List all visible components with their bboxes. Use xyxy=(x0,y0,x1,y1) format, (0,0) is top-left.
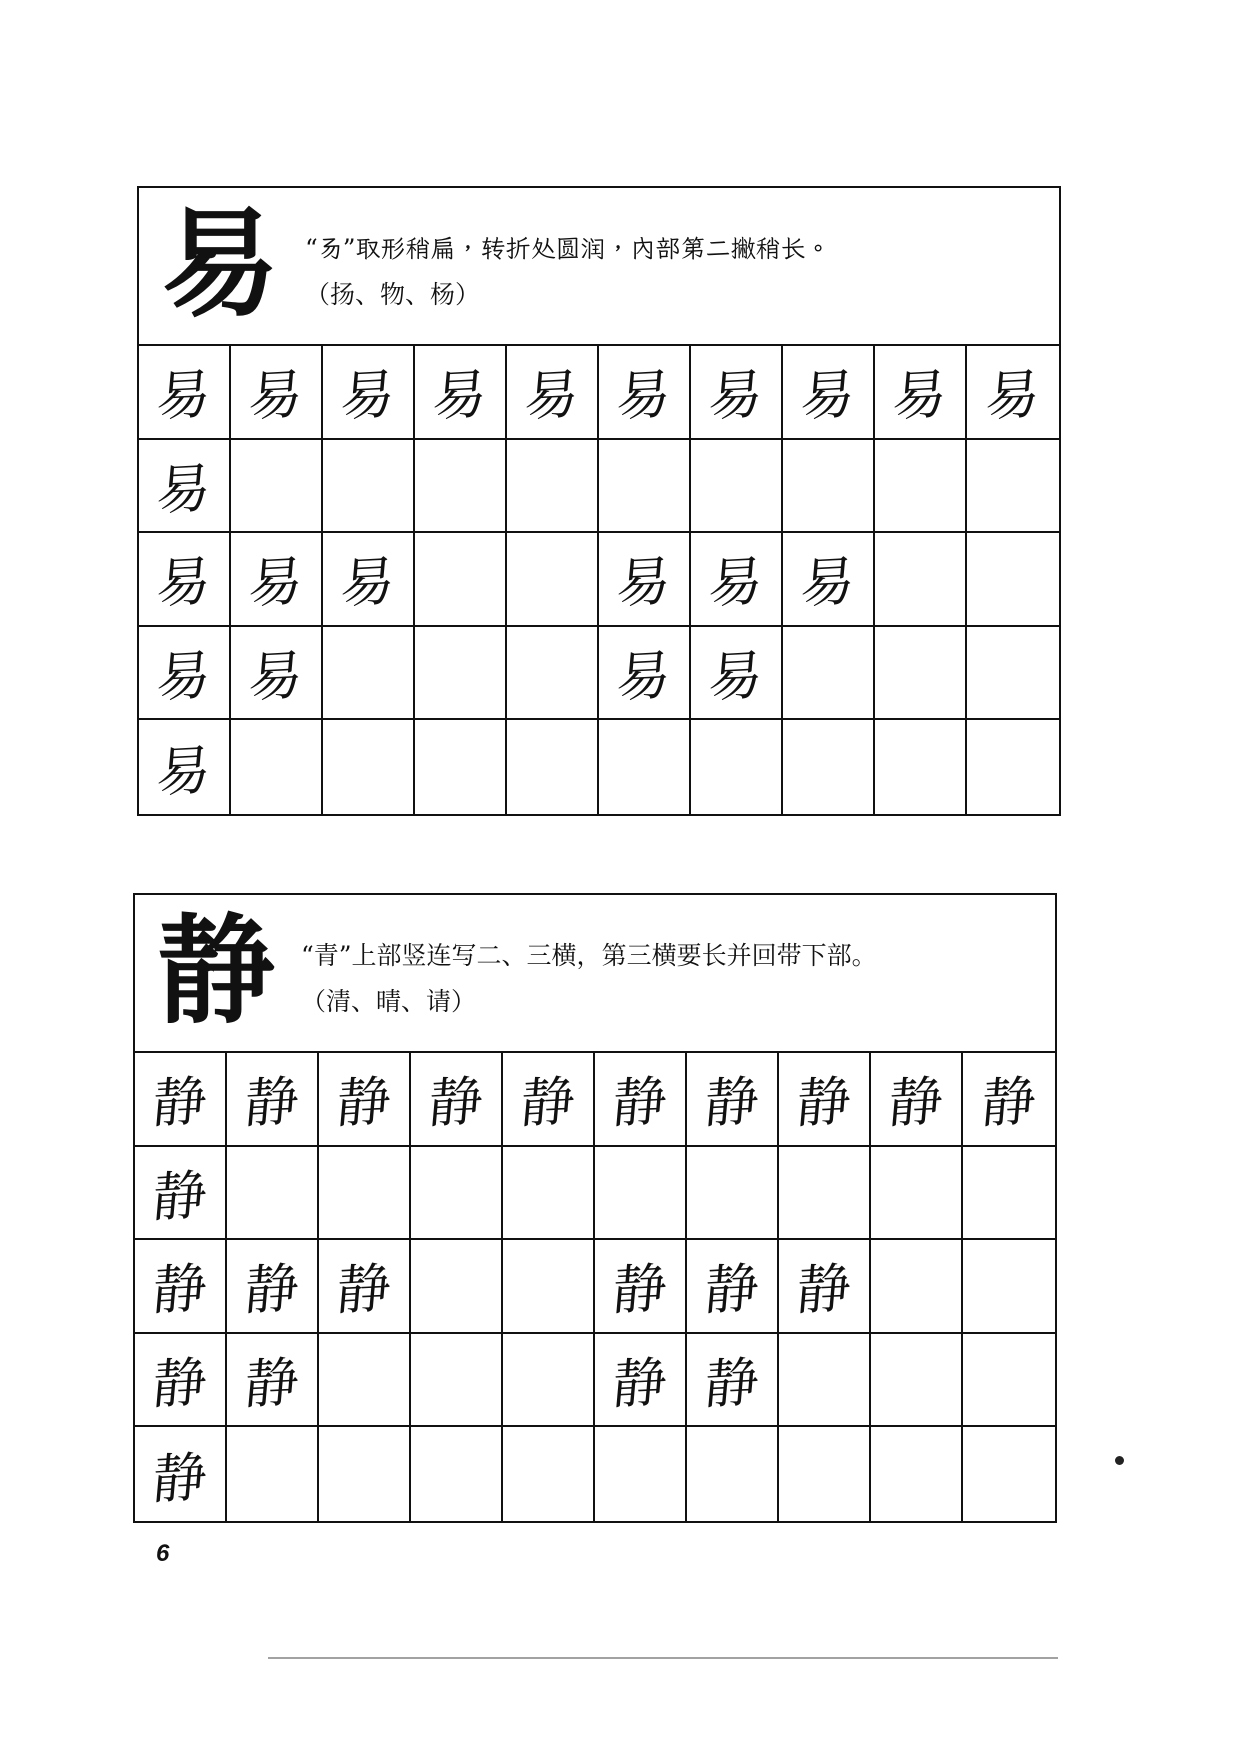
handwritten-character: 静 xyxy=(149,1069,210,1136)
grid-cell xyxy=(871,1147,963,1241)
grid-cell xyxy=(503,1147,595,1241)
grid-cell xyxy=(595,1334,687,1428)
grid-cell xyxy=(135,1427,227,1521)
handwritten-character: 静 xyxy=(241,1069,302,1136)
grid-cell xyxy=(779,1334,871,1428)
handwritten-character: 易 xyxy=(705,643,766,710)
grid-cell xyxy=(411,1240,503,1334)
grid-cell xyxy=(507,720,599,814)
handwritten-character: 静 xyxy=(149,1163,210,1230)
grid-cell xyxy=(415,720,507,814)
grid-cell xyxy=(875,346,967,440)
grid-cell xyxy=(871,1334,963,1428)
grid-cell xyxy=(415,346,507,440)
handwritten-character: 易 xyxy=(153,362,214,429)
handwritten-character: 静 xyxy=(609,1069,670,1136)
grid-cell xyxy=(411,1427,503,1521)
grid-cell xyxy=(871,1053,963,1147)
grid-cell xyxy=(779,1053,871,1147)
handwritten-character: 静 xyxy=(149,1257,210,1323)
grid-cell xyxy=(227,1147,319,1241)
grid-cell xyxy=(231,440,323,534)
grid-cell xyxy=(319,1334,411,1428)
handwritten-character: 易 xyxy=(613,362,674,429)
grid-cell xyxy=(783,440,875,534)
grid-cell xyxy=(139,346,231,440)
lesson-description xyxy=(305,226,831,318)
grid-cell xyxy=(783,346,875,440)
grid-cell xyxy=(319,1053,411,1147)
grid-cell xyxy=(687,1427,779,1521)
practice-grid xyxy=(139,346,1059,814)
grid-cell xyxy=(967,720,1059,814)
handwritten-character: 静 xyxy=(149,1445,210,1512)
grid-cell xyxy=(139,440,231,534)
grid-cell xyxy=(415,440,507,534)
grid-cell xyxy=(967,533,1059,627)
handwritten-character: 易 xyxy=(153,550,214,616)
handwritten-character: 静 xyxy=(978,1069,1039,1136)
handwritten-character: 易 xyxy=(245,362,306,429)
grid-cell xyxy=(507,440,599,534)
handwritten-character: 易 xyxy=(797,362,858,429)
grid-cell xyxy=(503,1334,595,1428)
grid-cell xyxy=(967,440,1059,534)
grid-cell xyxy=(599,346,691,440)
handwritten-character: 易 xyxy=(337,550,398,616)
grid-cell xyxy=(875,440,967,534)
description-line-2: （扬、物、杨） xyxy=(305,280,481,309)
grid-cell xyxy=(503,1240,595,1334)
handwritten-character: 易 xyxy=(613,550,674,616)
grid-cell xyxy=(411,1334,503,1428)
grid-cell xyxy=(319,1427,411,1521)
grid-cell xyxy=(875,720,967,814)
handwritten-character: 易 xyxy=(982,362,1043,429)
grid-cell xyxy=(231,346,323,440)
handwritten-character: 易 xyxy=(153,738,214,805)
handwritten-character: 静 xyxy=(701,1350,762,1417)
page-number: 6 xyxy=(156,1540,170,1567)
grid-cell xyxy=(507,627,599,721)
grid-cell xyxy=(963,1240,1055,1334)
handwritten-character: 静 xyxy=(425,1069,486,1136)
grid-cell xyxy=(963,1053,1055,1147)
grid-cell xyxy=(687,1240,779,1334)
grid-cell xyxy=(323,533,415,627)
handwritten-character: 易 xyxy=(429,362,490,429)
handwritten-character: 易 xyxy=(245,643,306,710)
grid-cell xyxy=(691,440,783,534)
handwritten-character: 易 xyxy=(797,550,858,616)
grid-cell xyxy=(875,533,967,627)
grid-cell xyxy=(871,1427,963,1521)
lesson-header xyxy=(139,188,1059,346)
grid-cell xyxy=(875,627,967,721)
scan-speck xyxy=(1115,1456,1124,1465)
handwritten-character: 易 xyxy=(613,643,674,710)
handwritten-character: 静 xyxy=(241,1350,302,1417)
grid-cell xyxy=(231,720,323,814)
description-line-1: “青”上部竖连写二、三横，第三横要长并回带下部。 xyxy=(301,941,877,970)
grid-cell xyxy=(323,346,415,440)
handwritten-character: 静 xyxy=(333,1257,394,1323)
grid-cell xyxy=(783,720,875,814)
grid-cell xyxy=(595,1147,687,1241)
grid-cell xyxy=(963,1334,1055,1428)
practice-block-yi xyxy=(137,186,1061,816)
grid-cell xyxy=(691,533,783,627)
grid-cell xyxy=(963,1427,1055,1521)
lesson-header xyxy=(135,895,1055,1053)
grid-cell xyxy=(779,1427,871,1521)
grid-cell xyxy=(135,1334,227,1428)
model-character: 易 xyxy=(161,194,280,333)
grid-cell xyxy=(691,720,783,814)
handwritten-character: 静 xyxy=(149,1350,210,1417)
grid-cell xyxy=(963,1147,1055,1241)
handwritten-character: 易 xyxy=(705,550,766,616)
grid-cell xyxy=(687,1334,779,1428)
lesson-description xyxy=(301,933,877,1025)
grid-cell xyxy=(227,1240,319,1334)
grid-cell xyxy=(139,627,231,721)
grid-cell xyxy=(231,533,323,627)
grid-cell xyxy=(319,1240,411,1334)
description-line-1: “𠃓”取形稍扁，转折处圆润，内部第二撇稍长。 xyxy=(305,234,831,263)
grid-cell xyxy=(227,1053,319,1147)
grid-cell xyxy=(415,627,507,721)
grid-cell xyxy=(411,1147,503,1241)
grid-cell xyxy=(323,627,415,721)
grid-cell xyxy=(687,1147,779,1241)
grid-cell xyxy=(967,627,1059,721)
grid-cell xyxy=(135,1240,227,1334)
grid-cell xyxy=(783,627,875,721)
handwritten-character: 静 xyxy=(517,1069,578,1136)
grid-cell xyxy=(599,440,691,534)
handwritten-character: 易 xyxy=(889,362,950,429)
grid-cell xyxy=(967,346,1059,440)
grid-cell xyxy=(139,720,231,814)
grid-cell xyxy=(599,533,691,627)
practice-block-jing xyxy=(133,893,1057,1523)
grid-cell xyxy=(411,1053,503,1147)
handwritten-character: 静 xyxy=(885,1069,946,1136)
handwritten-character: 易 xyxy=(705,362,766,429)
grid-cell xyxy=(871,1240,963,1334)
grid-cell xyxy=(595,1427,687,1521)
grid-cell xyxy=(227,1334,319,1428)
grid-cell xyxy=(507,346,599,440)
grid-cell xyxy=(227,1427,319,1521)
handwritten-character: 静 xyxy=(609,1350,670,1417)
scan-artifact-line xyxy=(268,1657,1058,1659)
handwritten-character: 易 xyxy=(153,643,214,710)
grid-cell xyxy=(595,1053,687,1147)
model-character: 静 xyxy=(157,901,276,1040)
grid-cell xyxy=(323,720,415,814)
grid-cell xyxy=(319,1147,411,1241)
grid-cell xyxy=(139,533,231,627)
grid-cell xyxy=(595,1240,687,1334)
grid-cell xyxy=(691,627,783,721)
grid-cell xyxy=(231,627,323,721)
handwritten-character: 静 xyxy=(793,1257,854,1323)
grid-cell xyxy=(135,1147,227,1241)
handwritten-character: 易 xyxy=(245,550,306,616)
grid-cell xyxy=(507,533,599,627)
handwritten-character: 静 xyxy=(701,1069,762,1136)
grid-cell xyxy=(779,1240,871,1334)
handwritten-character: 易 xyxy=(521,362,582,429)
handwritten-character: 易 xyxy=(153,456,214,523)
grid-cell xyxy=(779,1147,871,1241)
grid-cell xyxy=(599,720,691,814)
practice-grid xyxy=(135,1053,1055,1521)
grid-cell xyxy=(503,1053,595,1147)
description-line-2: （清、晴、请） xyxy=(301,987,477,1016)
grid-cell xyxy=(415,533,507,627)
handwritten-character: 静 xyxy=(333,1069,394,1136)
handwritten-character: 易 xyxy=(337,362,398,429)
grid-cell xyxy=(687,1053,779,1147)
grid-cell xyxy=(503,1427,595,1521)
handwritten-character: 静 xyxy=(241,1257,302,1323)
grid-cell xyxy=(323,440,415,534)
grid-cell xyxy=(135,1053,227,1147)
handwritten-character: 静 xyxy=(701,1257,762,1323)
handwritten-character: 静 xyxy=(609,1257,670,1323)
grid-cell xyxy=(691,346,783,440)
grid-cell xyxy=(599,627,691,721)
handwritten-character: 静 xyxy=(793,1069,854,1136)
grid-cell xyxy=(783,533,875,627)
